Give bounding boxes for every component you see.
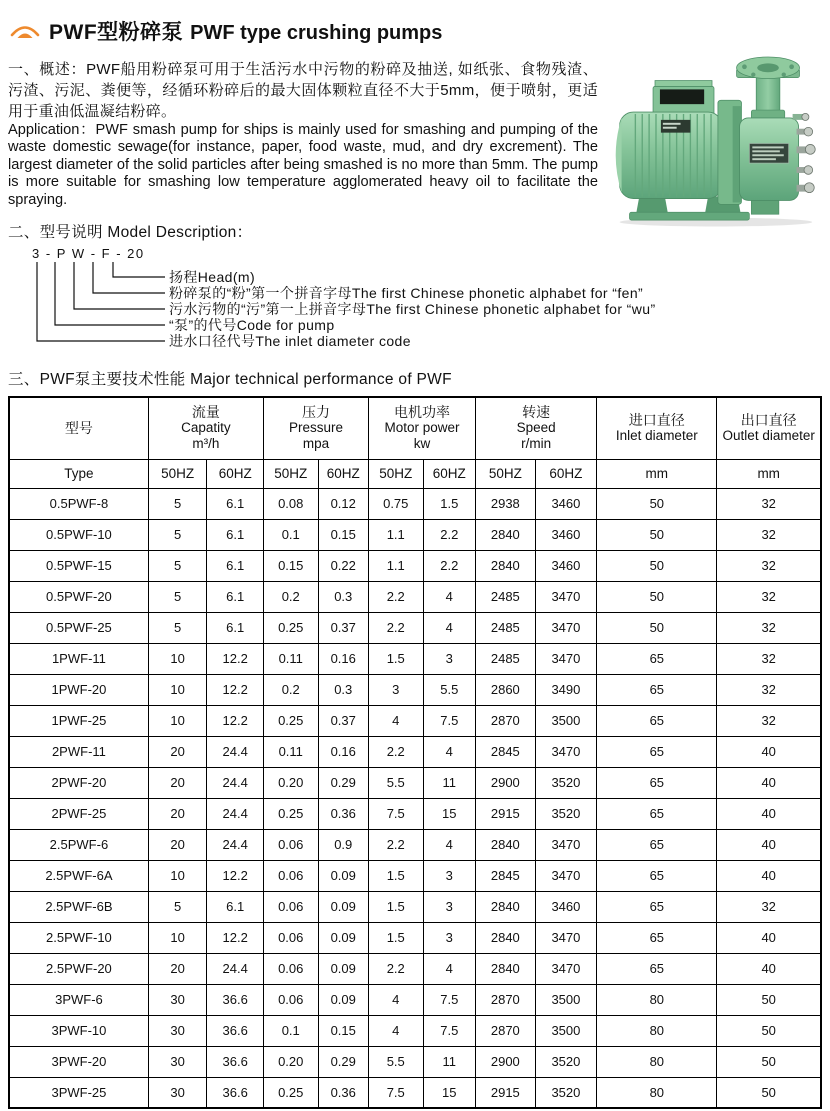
value-cell: 2845 — [476, 736, 536, 767]
value-cell: 2.2 — [368, 612, 423, 643]
table-row — [9, 643, 821, 674]
model-cell: 2PWF-20 — [9, 767, 148, 798]
value-cell: 65 — [597, 860, 717, 891]
value-cell: 3460 — [535, 519, 597, 550]
value-cell: 40 — [717, 767, 821, 798]
value-cell: 1.5 — [368, 860, 423, 891]
model-cell: 2.5PWF-6A — [9, 860, 148, 891]
value-cell: 2915 — [476, 1077, 536, 1108]
pump-product-image — [604, 55, 822, 227]
value-cell: 2485 — [476, 581, 536, 612]
value-cell: 5 — [148, 891, 207, 922]
value-cell: 2840 — [476, 922, 536, 953]
value-cell: 7.5 — [368, 798, 423, 829]
table-row — [9, 705, 821, 736]
value-cell: 65 — [597, 922, 717, 953]
value-cell: 6.1 — [207, 581, 264, 612]
value-cell: 80 — [597, 1077, 717, 1108]
col-header-capacity: 流量 Capatity m³/h — [148, 397, 263, 459]
value-cell: 1.5 — [368, 643, 423, 674]
model-cell: 2.5PWF-6 — [9, 829, 148, 860]
value-cell: 3470 — [535, 829, 597, 860]
table-row — [9, 1077, 821, 1108]
page-header — [8, 16, 822, 46]
model-cell: 2PWF-11 — [9, 736, 148, 767]
value-cell: 5 — [148, 612, 207, 643]
value-cell: 10 — [148, 860, 207, 891]
value-cell: 2840 — [476, 953, 536, 984]
model-cell: 3PWF-25 — [9, 1077, 148, 1108]
value-cell: 5.5 — [368, 1046, 423, 1077]
subheader-freq-10: mm — [717, 459, 821, 488]
value-cell: 2840 — [476, 519, 536, 550]
value-cell: 30 — [148, 1046, 207, 1077]
col-header-speed: 转速 Speed r/min — [476, 397, 597, 459]
value-cell: 24.4 — [207, 767, 264, 798]
model-cell: 1PWF-20 — [9, 674, 148, 705]
value-cell: 36.6 — [207, 984, 264, 1015]
value-cell: 0.25 — [263, 705, 318, 736]
value-cell: 24.4 — [207, 798, 264, 829]
value-cell: 3 — [423, 860, 476, 891]
value-cell: 5.5 — [368, 767, 423, 798]
value-cell: 12.2 — [207, 922, 264, 953]
value-cell: 50 — [717, 984, 821, 1015]
model-cell: 2.5PWF-6B — [9, 891, 148, 922]
value-cell: 30 — [148, 984, 207, 1015]
value-cell: 0.06 — [263, 829, 318, 860]
overview-paragraph-en: Application：PWF smash pump for ships is mainly used for smashing and pumping of the waste domestic sewage(for instance, paper, food waste, mud, and dry excrement). The largest diameter of the solid particles after being smashed is no more than 5mm. The pump is more suitable for smashing low temperature agglomerated heavy oil to facilitate the spraying. — [8, 122, 598, 208]
value-cell: 3470 — [535, 581, 597, 612]
table-row — [9, 612, 821, 643]
value-cell: 0.29 — [318, 767, 368, 798]
value-cell: 32 — [717, 488, 821, 519]
value-cell: 2840 — [476, 550, 536, 581]
value-cell: 80 — [597, 1015, 717, 1046]
value-cell: 65 — [597, 767, 717, 798]
value-cell: 0.3 — [318, 674, 368, 705]
value-cell: 2900 — [476, 1046, 536, 1077]
value-cell: 0.37 — [318, 705, 368, 736]
model-cell: 0.5PWF-8 — [9, 488, 148, 519]
value-cell: 0.06 — [263, 860, 318, 891]
value-cell: 0.9 — [318, 829, 368, 860]
value-cell: 12.2 — [207, 643, 264, 674]
value-cell: 50 — [597, 581, 717, 612]
value-cell: 5 — [148, 519, 207, 550]
table-row — [9, 488, 821, 519]
code-label-inlet: 进水口径代号The inlet diameter code — [169, 333, 411, 350]
model-cell: 2.5PWF-10 — [9, 922, 148, 953]
value-cell: 80 — [597, 1046, 717, 1077]
table-row — [9, 674, 821, 705]
value-cell: 0.1 — [263, 519, 318, 550]
value-cell: 3 — [423, 891, 476, 922]
model-cell: 1PWF-11 — [9, 643, 148, 674]
value-cell: 0.20 — [263, 1046, 318, 1077]
value-cell: 50 — [597, 612, 717, 643]
value-cell: 3470 — [535, 953, 597, 984]
table-row — [9, 519, 821, 550]
table-row — [9, 953, 821, 984]
value-cell: 2.2 — [368, 829, 423, 860]
value-cell: 0.06 — [263, 891, 318, 922]
value-cell: 2.2 — [368, 736, 423, 767]
table-row — [9, 798, 821, 829]
value-cell: 0.08 — [263, 488, 318, 519]
value-cell: 1.5 — [423, 488, 476, 519]
value-cell: 3470 — [535, 612, 597, 643]
value-cell: 0.20 — [263, 767, 318, 798]
performance-heading: 三、PWF泵主要技术性能 Major technical performance of PWF — [8, 371, 452, 389]
value-cell: 12.2 — [207, 860, 264, 891]
value-cell: 0.09 — [318, 953, 368, 984]
value-cell: 65 — [597, 829, 717, 860]
value-cell: 50 — [717, 1046, 821, 1077]
value-cell: 0.06 — [263, 953, 318, 984]
value-cell: 5.5 — [423, 674, 476, 705]
model-cell: 0.5PWF-25 — [9, 612, 148, 643]
value-cell: 4 — [368, 1015, 423, 1046]
value-cell: 24.4 — [207, 736, 264, 767]
value-cell: 3460 — [535, 891, 597, 922]
value-cell: 11 — [423, 767, 476, 798]
table-row — [9, 1015, 821, 1046]
value-cell: 65 — [597, 736, 717, 767]
value-cell: 6.1 — [207, 612, 264, 643]
code-label-fen: 粉碎泵的“粉”第一个拼音字母The first Chinese phonetic alphabet for “fen” — [169, 285, 644, 302]
value-cell: 0.25 — [263, 1077, 318, 1108]
model-cell: 2.5PWF-20 — [9, 953, 148, 984]
model-cell: 0.5PWF-10 — [9, 519, 148, 550]
value-cell: 0.29 — [318, 1046, 368, 1077]
value-cell: 0.09 — [318, 922, 368, 953]
value-cell: 2.2 — [368, 581, 423, 612]
value-cell: 7.5 — [423, 1015, 476, 1046]
page-title — [49, 16, 442, 46]
table-row — [9, 860, 821, 891]
value-cell: 40 — [717, 736, 821, 767]
subheader-freq-6: 60HZ — [423, 459, 476, 488]
value-cell: 3470 — [535, 643, 597, 674]
value-cell: 30 — [148, 1077, 207, 1108]
value-cell: 3460 — [535, 488, 597, 519]
value-cell: 5 — [148, 488, 207, 519]
table-row — [9, 891, 821, 922]
value-cell: 3520 — [535, 798, 597, 829]
model-cell: 3PWF-10 — [9, 1015, 148, 1046]
value-cell: 3500 — [535, 984, 597, 1015]
model-code: 3 - P W - F - 20 — [32, 246, 145, 262]
table-row — [9, 984, 821, 1015]
value-cell: 32 — [717, 550, 821, 581]
value-cell: 0.09 — [318, 891, 368, 922]
value-cell: 0.06 — [263, 922, 318, 953]
table-row — [9, 736, 821, 767]
col-header-model: 型号 — [9, 397, 148, 459]
value-cell: 36.6 — [207, 1077, 264, 1108]
subheader-freq-4: 60HZ — [318, 459, 368, 488]
col-header-pressure: 压力 Pressure mpa — [263, 397, 368, 459]
value-cell: 30 — [148, 1015, 207, 1046]
code-label-pump: “泵”的代号Code for pump — [169, 317, 335, 334]
value-cell: 2.2 — [368, 953, 423, 984]
value-cell: 32 — [717, 612, 821, 643]
value-cell: 50 — [597, 550, 717, 581]
table-row — [9, 1046, 821, 1077]
value-cell: 3520 — [535, 1046, 597, 1077]
value-cell: 32 — [717, 581, 821, 612]
value-cell: 3470 — [535, 922, 597, 953]
value-cell: 4 — [368, 984, 423, 1015]
value-cell: 2870 — [476, 984, 536, 1015]
value-cell: 20 — [148, 767, 207, 798]
model-cell: 0.5PWF-20 — [9, 581, 148, 612]
value-cell: 3 — [423, 643, 476, 674]
value-cell: 0.36 — [318, 798, 368, 829]
subheader-freq-9: mm — [597, 459, 717, 488]
value-cell: 4 — [423, 581, 476, 612]
value-cell: 4 — [423, 953, 476, 984]
page-title-zh: PWF型粉碎泵 — [49, 21, 184, 44]
value-cell: 1.5 — [368, 891, 423, 922]
value-cell: 0.09 — [318, 860, 368, 891]
value-cell: 11 — [423, 1046, 476, 1077]
value-cell: 3 — [368, 674, 423, 705]
value-cell: 7.5 — [423, 984, 476, 1015]
value-cell: 0.12 — [318, 488, 368, 519]
value-cell: 0.22 — [318, 550, 368, 581]
value-cell: 0.15 — [318, 519, 368, 550]
value-cell: 6.1 — [207, 488, 264, 519]
value-cell: 3500 — [535, 1015, 597, 1046]
value-cell: 10 — [148, 643, 207, 674]
value-cell: 24.4 — [207, 953, 264, 984]
subheader-freq-1: 50HZ — [148, 459, 207, 488]
value-cell: 3500 — [535, 705, 597, 736]
value-cell: 3470 — [535, 860, 597, 891]
value-cell: 0.16 — [318, 643, 368, 674]
value-cell: 20 — [148, 798, 207, 829]
subheader-freq-8: 60HZ — [535, 459, 597, 488]
value-cell: 4 — [423, 612, 476, 643]
value-cell: 20 — [148, 736, 207, 767]
col-header-motor-power: 电机功率 Motor power kw — [368, 397, 475, 459]
value-cell: 7.5 — [368, 1077, 423, 1108]
value-cell: 0.11 — [263, 736, 318, 767]
table-body — [9, 488, 821, 1108]
value-cell: 0.09 — [318, 984, 368, 1015]
performance-table — [8, 396, 822, 1109]
value-cell: 80 — [597, 984, 717, 1015]
table-row — [9, 550, 821, 581]
value-cell: 3470 — [535, 736, 597, 767]
subheader-freq-2: 60HZ — [207, 459, 264, 488]
subheader-freq-3: 50HZ — [263, 459, 318, 488]
value-cell: 2840 — [476, 829, 536, 860]
subheader-freq-5: 50HZ — [368, 459, 423, 488]
value-cell: 36.6 — [207, 1015, 264, 1046]
value-cell: 2938 — [476, 488, 536, 519]
overview-section — [8, 59, 822, 209]
value-cell: 50 — [717, 1077, 821, 1108]
value-cell: 40 — [717, 798, 821, 829]
value-cell: 4 — [423, 829, 476, 860]
table-group-header-row — [9, 397, 821, 459]
value-cell: 2915 — [476, 798, 536, 829]
value-cell: 32 — [717, 519, 821, 550]
value-cell: 0.25 — [263, 798, 318, 829]
value-cell: 32 — [717, 674, 821, 705]
value-cell: 24.4 — [207, 829, 264, 860]
value-cell: 0.16 — [318, 736, 368, 767]
value-cell: 0.2 — [263, 581, 318, 612]
value-cell: 20 — [148, 953, 207, 984]
value-cell: 0.11 — [263, 643, 318, 674]
value-cell: 2485 — [476, 612, 536, 643]
col-header-outlet: 出口直径 Outlet diameter — [717, 397, 821, 459]
value-cell: 40 — [717, 953, 821, 984]
value-cell: 1.5 — [368, 922, 423, 953]
value-cell: 65 — [597, 798, 717, 829]
value-cell: 65 — [597, 674, 717, 705]
value-cell: 32 — [717, 705, 821, 736]
value-cell: 0.25 — [263, 612, 318, 643]
value-cell: 5 — [148, 550, 207, 581]
value-cell: 32 — [717, 891, 821, 922]
value-cell: 12.2 — [207, 674, 264, 705]
value-cell: 2.2 — [423, 519, 476, 550]
value-cell: 10 — [148, 674, 207, 705]
value-cell: 10 — [148, 922, 207, 953]
diagram-connector-lines — [32, 247, 172, 351]
table-row — [9, 922, 821, 953]
value-cell: 0.06 — [263, 984, 318, 1015]
value-cell: 0.1 — [263, 1015, 318, 1046]
value-cell: 2485 — [476, 643, 536, 674]
value-cell: 3520 — [535, 1077, 597, 1108]
value-cell: 2.2 — [423, 550, 476, 581]
model-cell: 3PWF-20 — [9, 1046, 148, 1077]
subheader-freq-7: 50HZ — [476, 459, 536, 488]
model-cell: 3PWF-6 — [9, 984, 148, 1015]
value-cell: 20 — [148, 829, 207, 860]
value-cell: 2870 — [476, 1015, 536, 1046]
value-cell: 7.5 — [423, 705, 476, 736]
value-cell: 0.15 — [318, 1015, 368, 1046]
value-cell: 65 — [597, 891, 717, 922]
value-cell: 6.1 — [207, 519, 264, 550]
table-row — [9, 767, 821, 798]
value-cell: 6.1 — [207, 550, 264, 581]
value-cell: 15 — [423, 798, 476, 829]
value-cell: 50 — [597, 519, 717, 550]
value-cell: 3520 — [535, 767, 597, 798]
value-cell: 3460 — [535, 550, 597, 581]
value-cell: 40 — [717, 829, 821, 860]
value-cell: 65 — [597, 705, 717, 736]
value-cell: 2870 — [476, 705, 536, 736]
value-cell: 2845 — [476, 860, 536, 891]
overview-paragraph-zh: 一、概述：PWF船用粉碎泵可用于生活污水中污物的粉碎及抽送, 如纸张、食物残渣、污渣、污泥、粪便等，经循环粉碎后的最大固体颗粒直径不大于5mm，便于喷射，更适用于重油低温凝结粉碎。 — [8, 61, 598, 120]
value-cell: 1.1 — [368, 519, 423, 550]
value-cell: 65 — [597, 643, 717, 674]
brand-arc-icon — [10, 20, 40, 42]
model-description-heading: 二、型号说明 Model Description： — [8, 224, 253, 242]
value-cell: 15 — [423, 1077, 476, 1108]
value-cell: 0.3 — [318, 581, 368, 612]
value-cell: 2860 — [476, 674, 536, 705]
value-cell: 32 — [717, 643, 821, 674]
value-cell: 3490 — [535, 674, 597, 705]
table-row — [9, 581, 821, 612]
model-cell: 0.5PWF-15 — [9, 550, 148, 581]
value-cell: 6.1 — [207, 891, 264, 922]
table-subheader-row — [9, 459, 821, 488]
value-cell: 0.15 — [263, 550, 318, 581]
code-label-wu: 污水污物的“污”第一上拼音字母The first Chinese phonetic alphabet for “wu” — [169, 301, 656, 318]
code-label-head: 扬程Head(m) — [169, 269, 256, 286]
value-cell: 5 — [148, 581, 207, 612]
value-cell: 65 — [597, 953, 717, 984]
page-title-en: PWF type crushing pumps — [190, 22, 443, 44]
value-cell: 4 — [423, 736, 476, 767]
value-cell: 50 — [597, 488, 717, 519]
col-header-inlet: 进口直径 Inlet diameter — [597, 397, 717, 459]
value-cell: 4 — [368, 705, 423, 736]
value-cell: 0.37 — [318, 612, 368, 643]
value-cell: 2900 — [476, 767, 536, 798]
value-cell: 40 — [717, 922, 821, 953]
subheader-type: Type — [9, 459, 148, 488]
model-cell: 1PWF-25 — [9, 705, 148, 736]
model-cell: 2PWF-25 — [9, 798, 148, 829]
value-cell: 3 — [423, 922, 476, 953]
model-code-diagram — [32, 247, 822, 351]
value-cell: 50 — [717, 1015, 821, 1046]
value-cell: 0.36 — [318, 1077, 368, 1108]
table-row — [9, 829, 821, 860]
value-cell: 2840 — [476, 891, 536, 922]
value-cell: 12.2 — [207, 705, 264, 736]
value-cell: 36.6 — [207, 1046, 264, 1077]
value-cell: 0.2 — [263, 674, 318, 705]
value-cell: 0.75 — [368, 488, 423, 519]
value-cell: 10 — [148, 705, 207, 736]
value-cell: 1.1 — [368, 550, 423, 581]
value-cell: 40 — [717, 860, 821, 891]
